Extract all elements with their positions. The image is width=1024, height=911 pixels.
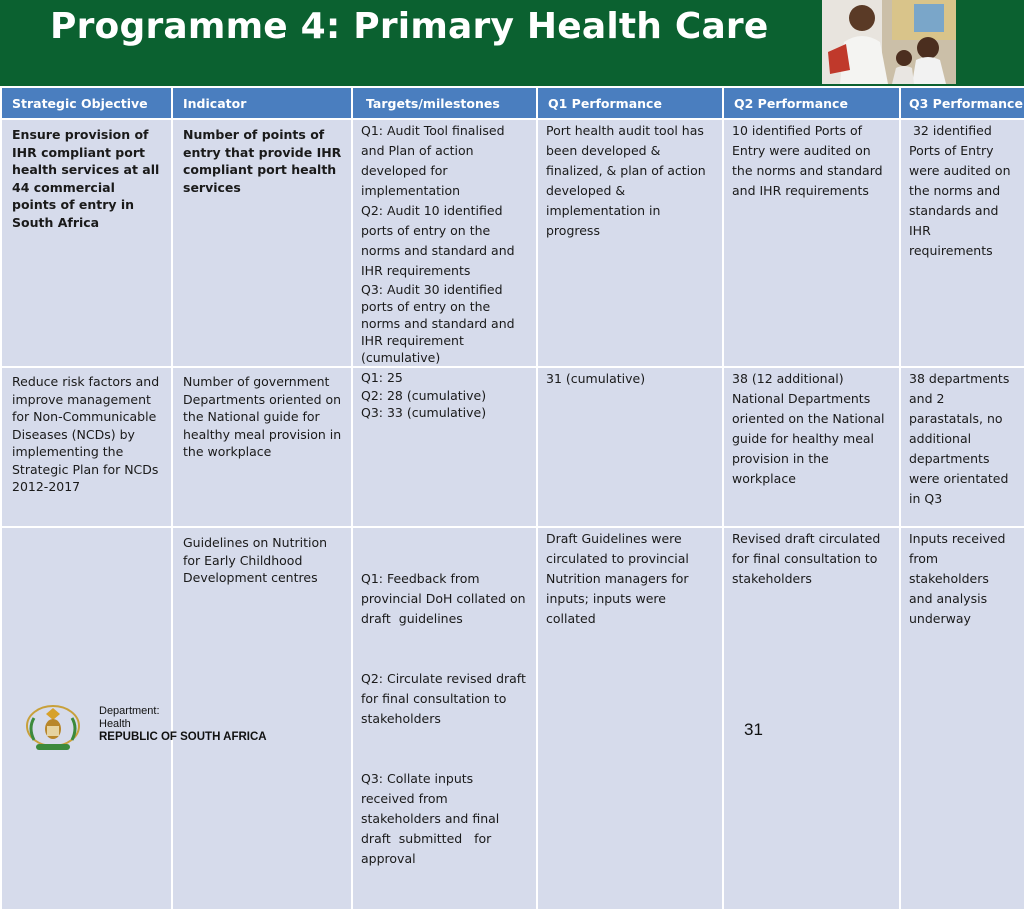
column-header-indicator: Indicator bbox=[172, 87, 352, 119]
objective-cell: Ensure provision of IHR compliant port health services at all 44 commercial points of entry in South Africa bbox=[1, 119, 172, 367]
target-q1: Q1: Audit Tool finalised and Plan of action developed for implementation bbox=[361, 123, 505, 198]
department-label bbox=[99, 705, 267, 744]
coat-of-arms-logo bbox=[22, 704, 84, 752]
column-header-targets: Targets/milestones bbox=[352, 87, 537, 119]
indicator-cell: Guidelines on Nutrition for Early Childhood Development centres bbox=[172, 527, 352, 910]
q1-performance-cell: Draft Guidelines were circulated to provincial Nutrition managers for inputs; inputs were collated bbox=[537, 527, 723, 910]
q1-performance-cell: 31 (cumulative) bbox=[537, 367, 723, 527]
target-q3: Q3: 33 (cumulative) bbox=[361, 405, 487, 420]
indicator-cell: Number of points of entry that provide IHR compliant port health services bbox=[172, 119, 352, 367]
table-row bbox=[1, 119, 1024, 367]
column-header-q1: Q1 Performance bbox=[537, 87, 723, 119]
targets-cell bbox=[352, 119, 537, 367]
q2-performance-cell: 10 identified Ports of Entry were audited on the norms and standard and IHR requirements bbox=[723, 119, 900, 367]
indicator-cell: Number of government Departments oriented on the National guide for healthy meal provision in the workplace bbox=[172, 367, 352, 527]
targets-cell bbox=[352, 527, 537, 910]
header-photo bbox=[822, 0, 956, 84]
q3-performance-cell: 38 departments and 2 parastatals, no additional departments were orientated in Q3 bbox=[900, 367, 1024, 527]
column-header-strategic-objective: Strategic Objective bbox=[1, 87, 172, 119]
target-q3: Q3: Audit 30 identified ports of entry on the norms and standard and IHR requirement (cumulative) bbox=[361, 282, 515, 365]
q2-performance-cell: Revised draft circulated for final consultation to stakeholders bbox=[723, 527, 900, 910]
department-line: Department: bbox=[99, 705, 160, 717]
title-banner bbox=[0, 0, 1024, 86]
department-name: Health bbox=[99, 718, 131, 730]
page-number: 31 bbox=[744, 720, 763, 739]
target-q2: Q2: Audit 10 identified ports of entry on the norms and standard and IHR requirements bbox=[361, 203, 515, 278]
column-header-q3: Q3 Performance bbox=[900, 87, 1024, 119]
column-header-q2: Q2 Performance bbox=[723, 87, 900, 119]
table-header-row bbox=[1, 87, 1024, 119]
target-q2: Q2: 28 (cumulative) bbox=[361, 387, 487, 403]
q2-performance-cell: 38 (12 additional) National Departments oriented on the National guide for healthy meal provision in the workplace bbox=[723, 367, 900, 527]
targets-cell bbox=[352, 367, 537, 527]
objective-cell: Reduce risk factors and improve management for Non-Communicable Diseases (NCDs) by implementing the Strategic Plan for NCDs 2012-2017 bbox=[1, 367, 172, 527]
target-q1: Q1: Feedback from provincial DoH collated on draft guidelines bbox=[361, 571, 530, 626]
target-q2: Q2: Circulate revised draft for final consultation to stakeholders bbox=[361, 671, 530, 726]
target-q3: Q3: Collate inputs received from stakeholders and final draft submitted for approval bbox=[361, 771, 504, 866]
table-row bbox=[1, 367, 1024, 527]
target-q1: Q1: 25 bbox=[361, 370, 403, 385]
page-title: Programme 4: Primary Health Care bbox=[50, 6, 769, 47]
q1-performance-cell: Port health audit tool has been developed & finalized, & plan of action developed & implementation in progress bbox=[537, 119, 723, 367]
q3-performance-cell: 32 identified Ports of Entry were audited on the norms and standards and IHR requirements bbox=[900, 119, 1024, 367]
performance-table bbox=[0, 86, 1024, 911]
country-name: REPUBLIC OF SOUTH AFRICA bbox=[99, 731, 267, 743]
q3-performance-cell: Inputs received from stakeholders and analysis underway bbox=[900, 527, 1024, 910]
